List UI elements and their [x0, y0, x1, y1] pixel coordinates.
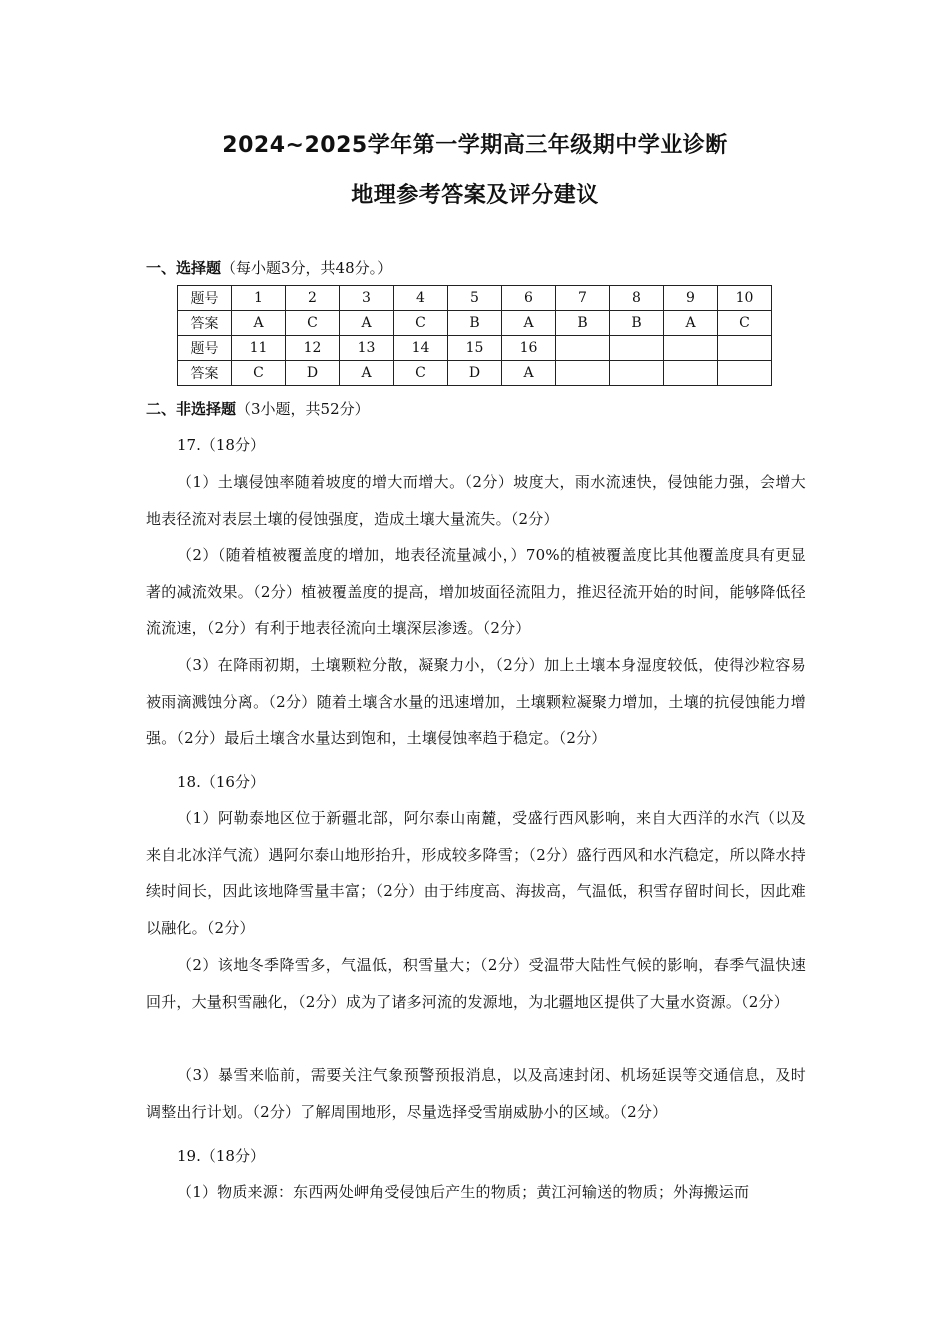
answer-table-cell	[664, 336, 718, 361]
answer-table-cell: D	[286, 361, 340, 386]
document-title: 2024~2025学年第一学期高三年级期中学业诊断	[222, 133, 728, 158]
answer-table-cell: 6	[502, 286, 556, 311]
answer-table-cell: C	[394, 311, 448, 336]
section1-note: （每小题3分，共48分。）	[221, 259, 393, 277]
answer-table-cell: 1	[232, 286, 286, 311]
answer-table-row	[178, 361, 772, 386]
answer-table-cell: A	[664, 311, 718, 336]
answer-table-cell: C	[286, 311, 340, 336]
answer-table-cell: 2	[286, 286, 340, 311]
answer-table-cell: 7	[556, 286, 610, 311]
section2-heading-line	[146, 398, 370, 419]
answer-table-cell	[718, 361, 772, 386]
answer-table-row	[178, 336, 772, 361]
answer-table-cell: A	[340, 311, 394, 336]
answer-table-cell	[718, 336, 772, 361]
answer-table-cell	[610, 361, 664, 386]
answer-table-row	[178, 311, 772, 336]
answer-table-cell: 5	[448, 286, 502, 311]
answer-table-cell: 8	[610, 286, 664, 311]
answer-table-row-label: 题号	[178, 286, 232, 311]
section2-heading: 二、非选择题	[146, 400, 237, 418]
answer-table-cell: B	[556, 311, 610, 336]
answer-table-cell: 14	[394, 336, 448, 361]
q17-answer-1: （1）土壤侵蚀率随着坡度的增大而增大。（2分）坡度大，雨水流速快，侵蚀能力强，会增大地表径流对表层土壤的侵蚀强度，造成土壤大量流失。（2分）	[146, 473, 806, 528]
q18-heading: 18.（16分）	[177, 773, 265, 791]
answer-table-cell	[556, 336, 610, 361]
answer-table-cell: A	[340, 361, 394, 386]
section2-note: （3小题，共52分）	[236, 400, 370, 418]
answer-table-cell: C	[718, 311, 772, 336]
answer-table-cell	[556, 361, 610, 386]
answer-table-cell: 11	[232, 336, 286, 361]
answer-table-cell: A	[232, 311, 286, 336]
answer-table-cell: C	[394, 361, 448, 386]
answer-table-cell: B	[448, 311, 502, 336]
answer-table-cell: 9	[664, 286, 718, 311]
q17-answer-3: （3）在降雨初期，土壤颗粒分散，凝聚力小，（2分）加上土壤本身湿度较低，使得沙粒容易被雨滴溅蚀分离。（2分）随着土壤含水量的迅速增加，土壤颗粒凝聚力增加，土壤的抗侵蚀能力增强。（2分）最后土壤含水量达到饱和，土壤侵蚀率趋于稳定。（2分）	[146, 656, 806, 747]
answer-table-cell	[664, 361, 718, 386]
answer-table-cell: 13	[340, 336, 394, 361]
answer-table-cell: 4	[394, 286, 448, 311]
answer-table-cell: D	[448, 361, 502, 386]
answer-table-row-label: 题号	[178, 336, 232, 361]
q17-answer-2: （2）（随着植被覆盖度的增加，地表径流量减小，）70%的植被覆盖度比其他覆盖度具有更显著的减流效果。（2分）植被覆盖度的提高，增加坡面径流阻力，推迟径流开始的时间，能够降低径流流速，（2分）有利于地表径流向土壤深层渗透。（2分）	[146, 546, 806, 637]
section1-heading-line	[146, 257, 392, 278]
answer-table-row-label: 答案	[178, 361, 232, 386]
answer-table-cell: 3	[340, 286, 394, 311]
answer-table-row	[178, 286, 772, 311]
q19-heading: 19.（18分）	[177, 1147, 265, 1165]
answer-table-cell: 10	[718, 286, 772, 311]
q18-answer-1: （1）阿勒泰地区位于新疆北部，阿尔泰山南麓，受盛行西风影响，来自大西洋的水汽（以及来自北冰洋气流）遇阿尔泰山地形抬升，形成较多降雪；（2分）盛行西风和水汽稳定，所以降水持续时间长，因此该地降雪量丰富；（2分）由于纬度高、海拔高，气温低，积雪存留时间长，因此难以融化。（2分）	[146, 809, 806, 937]
answer-table-cell	[610, 336, 664, 361]
answer-table-cell: A	[502, 361, 556, 386]
answer-table-cell: A	[502, 311, 556, 336]
q18-answer-2: （2）该地冬季降雪多，气温低，积雪量大；（2分）受温带大陆性气候的影响，春季气温快速回升，大量积雪融化，（2分）成为了诸多河流的发源地，为北疆地区提供了大量水资源。（2分）	[146, 956, 806, 1011]
q19-answer-1: （1）物质来源：东西两处岬角受侵蚀后产生的物质；黄江河输送的物质；外海搬运而	[177, 1183, 750, 1201]
q18-answer-3: （3）暴雪来临前，需要关注气象预警预报消息，以及高速封闭、机场延误等交通信息，及时调整出行计划。（2分）了解周围地形，尽量选择受雪崩威胁小的区域。（2分）	[146, 1066, 806, 1121]
q17-heading: 17.（18分）	[177, 436, 265, 454]
section1-heading: 一、选择题	[146, 259, 222, 277]
answer-table-cell: 15	[448, 336, 502, 361]
answer-table	[177, 285, 772, 386]
document-subtitle: 地理参考答案及评分建议	[351, 183, 599, 208]
answer-table-cell: B	[610, 311, 664, 336]
answer-table-cell: 16	[502, 336, 556, 361]
answer-table-row-label: 答案	[178, 311, 232, 336]
answer-table-cell: C	[232, 361, 286, 386]
answer-table-cell: 12	[286, 336, 340, 361]
